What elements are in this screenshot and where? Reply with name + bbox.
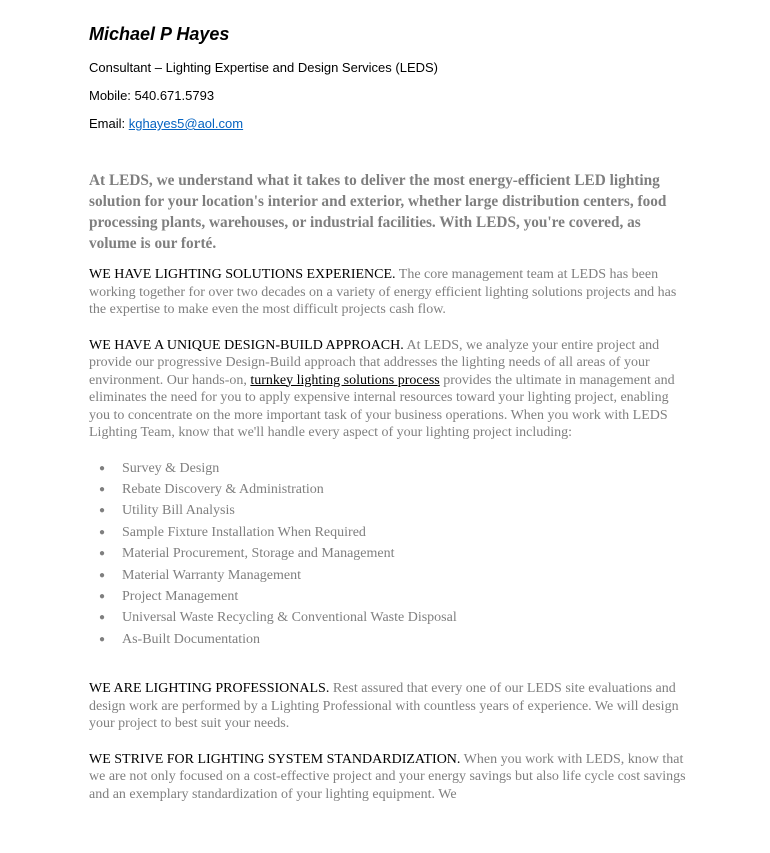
list-item: ● Utility Bill Analysis xyxy=(99,500,689,521)
list-item: ● Sample Fixture Installation When Required xyxy=(99,522,689,543)
standardization-heading: WE STRIVE FOR LIGHTING SYSTEM STANDARDIZATION. xyxy=(89,751,461,767)
professionals-heading: WE ARE LIGHTING PROFESSIONALS. xyxy=(89,681,330,697)
bullet-icon: ● xyxy=(99,505,106,517)
experience-paragraph xyxy=(89,266,689,319)
bullet-icon: ● xyxy=(99,548,106,560)
turnkey-process-link[interactable]: turnkey lighting solutions process xyxy=(250,372,440,388)
bullet-icon: ● xyxy=(99,462,106,474)
bullet-icon: ● xyxy=(99,633,106,645)
list-item: ● Survey & Design xyxy=(99,458,689,479)
bullet-icon: ● xyxy=(99,526,106,538)
list-item: ● Material Procurement, Storage and Management xyxy=(99,543,689,564)
list-item: ● Rebate Discovery & Administration xyxy=(99,479,689,500)
services-list xyxy=(89,458,689,651)
experience-body: The core management team at LEDS has been working together for over two decades on a variety of energy efficient lighting solutions projects and has the expertise to make even the most difficult projects cash flow. xyxy=(89,267,677,317)
contact-title: Consultant – Lighting Expertise and Design Services (LEDS) xyxy=(89,60,439,75)
contact-mobile: Mobile: 540.671.5793 xyxy=(89,88,215,103)
bullet-icon: ● xyxy=(99,483,106,495)
standardization-body: When you work with LEDS, know that we are not only focused on a cost-effective project and your energy savings but also life cycle cost savings and an exemplary standardization of your lighting equipment. We xyxy=(89,751,686,802)
email-label: Email: xyxy=(89,116,129,131)
design-build-body-1: At LEDS, we analyze your entire project and provide our progressive Design-Build approach that addresses the lighting needs of all areas of your environment. Our hands-on, xyxy=(89,337,660,388)
list-item: ● Project Management xyxy=(99,586,689,607)
professionals-body: Rest assured that every one of our LEDS site evaluations and design work are performed by a Lighting Professional with countless years of experience. We will design your project to best suit your needs. xyxy=(89,681,679,732)
contact-name: Michael P Hayes xyxy=(89,24,230,44)
bullet-icon: ● xyxy=(99,612,106,624)
professionals-paragraph xyxy=(89,680,689,733)
list-item: ● Universal Waste Recycling & Conventional Waste Disposal xyxy=(99,607,689,628)
design-build-paragraph xyxy=(89,337,689,442)
design-build-body-2: provides the ultimate in management and eliminates the need for you to apply expensive internal resources toward your lighting project, enabling you to concentrate on the more important task of your business operations. When you work with LEDS Lighting Team, know that we'll handle every aspect of your lighting project including: xyxy=(89,372,675,440)
bullet-icon: ● xyxy=(99,590,106,602)
experience-heading: WE HAVE LIGHTING SOLUTIONS EXPERIENCE. xyxy=(89,267,396,282)
contact-email-line xyxy=(89,116,689,132)
design-build-heading: WE HAVE A UNIQUE DESIGN-BUILD APPROACH. xyxy=(89,337,404,353)
email-link[interactable]: kghayes5@aol.com xyxy=(128,116,244,131)
standardization-paragraph xyxy=(89,751,689,804)
document-page xyxy=(89,22,689,821)
intro-statement: At LEDS, we understand what it takes to deliver the most energy-efficient LED lighting solution for your location's interior and exterior, whether large distribution centers, food processing plants, warehouses, or industrial facilities. With LEDS, you're covered, as volume is our forté. xyxy=(89,172,667,252)
list-item: ● As-Built Documentation xyxy=(99,629,689,650)
bullet-icon: ● xyxy=(99,569,106,581)
list-item: ● Material Warranty Management xyxy=(99,565,689,586)
